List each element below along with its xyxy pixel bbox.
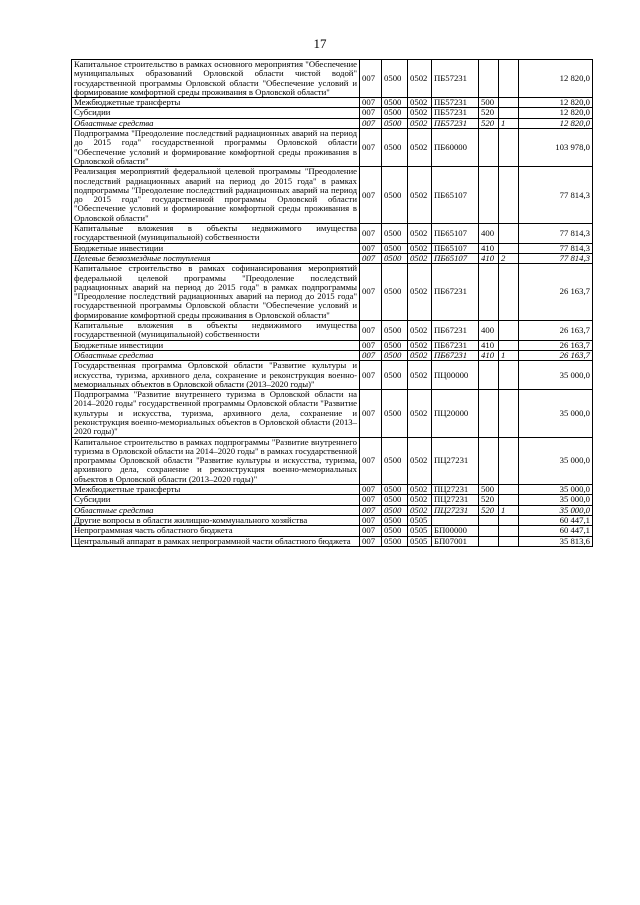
row-amount-cell: 77 814,3 <box>519 253 593 263</box>
row-target-article-cell: ПБ57231 <box>432 60 479 98</box>
row-section-cell: 0500 <box>382 167 408 224</box>
row-source-cell: 1 <box>499 505 519 515</box>
row-target-article-cell: ПЦ27231 <box>432 485 479 495</box>
row-target-article-cell: ПБ67231 <box>432 350 479 360</box>
row-amount-cell: 35 000,0 <box>519 495 593 505</box>
row-grbs-cell: 007 <box>360 321 382 341</box>
row-amount-cell: 35 000,0 <box>519 485 593 495</box>
row-source-cell <box>499 515 519 525</box>
row-amount-cell: 77 814,3 <box>519 224 593 244</box>
table-row <box>72 224 593 244</box>
row-source-cell: 1 <box>499 350 519 360</box>
row-grbs-cell: 007 <box>360 98 382 108</box>
row-expense-type-cell <box>479 264 499 321</box>
row-grbs-cell: 007 <box>360 253 382 263</box>
row-source-cell <box>499 390 519 437</box>
row-section-cell: 0500 <box>382 361 408 390</box>
row-amount-cell: 35 000,0 <box>519 390 593 437</box>
row-name-cell: Капитальное строительство в рамках софинансирования мероприятий федеральной целевой программы "Преодоление последствий радиационных аварий на период до 2015 года" в рамках подпрограммы "Преодоление последствий радиационных аварий на период до 2015 года" государственной программы Орловской области "Обеспечение условий и формирование комфортной среды проживания в Орловской области" <box>72 264 360 321</box>
row-subsection-cell: 0502 <box>408 129 432 167</box>
row-name-cell: Межбюджетные трансферты <box>72 485 360 495</box>
row-section-cell: 0500 <box>382 526 408 536</box>
row-subsection-cell: 0502 <box>408 98 432 108</box>
row-subsection-cell: 0502 <box>408 167 432 224</box>
row-amount-cell: 35 000,0 <box>519 505 593 515</box>
row-grbs-cell: 007 <box>360 515 382 525</box>
row-subsection-cell: 0502 <box>408 390 432 437</box>
row-grbs-cell: 007 <box>360 243 382 253</box>
row-subsection-cell: 0502 <box>408 350 432 360</box>
row-name-cell: Подпрограмма "Развитие внутреннего туризма в Орловской области на 2014–2020 годы" государственной программы Орловской области "Развитие культуры и искусства, туризма, архивного дела, сохранение и реконструкция военно-мемориальных объектов в Орловской области (2013–2020 годы)" <box>72 390 360 437</box>
row-expense-type-cell <box>479 437 499 484</box>
row-amount-cell: 26 163,7 <box>519 321 593 341</box>
row-name-cell: Бюджетные инвестиции <box>72 340 360 350</box>
row-subsection-cell: 0502 <box>408 108 432 118</box>
page-number: 17 <box>313 36 327 51</box>
table-row <box>72 526 593 536</box>
row-section-cell: 0500 <box>382 60 408 98</box>
row-target-article-cell: ПЦ27231 <box>432 505 479 515</box>
row-name-cell: Непрограммная часть областного бюджета <box>72 526 360 536</box>
row-expense-type-cell <box>479 526 499 536</box>
row-subsection-cell: 0502 <box>408 495 432 505</box>
row-name-cell: Областные средства <box>72 118 360 128</box>
row-section-cell: 0500 <box>382 340 408 350</box>
row-section-cell: 0500 <box>382 437 408 484</box>
row-subsection-cell: 0505 <box>408 515 432 525</box>
row-section-cell: 0500 <box>382 224 408 244</box>
row-source-cell <box>499 264 519 321</box>
table-row <box>72 253 593 263</box>
row-source-cell <box>499 243 519 253</box>
row-section-cell: 0500 <box>382 350 408 360</box>
row-section-cell: 0500 <box>382 495 408 505</box>
row-target-article-cell: ПБ65107 <box>432 167 479 224</box>
row-subsection-cell: 0505 <box>408 536 432 546</box>
row-source-cell: 2 <box>499 253 519 263</box>
row-grbs-cell: 007 <box>360 390 382 437</box>
row-grbs-cell: 007 <box>360 129 382 167</box>
row-subsection-cell: 0502 <box>408 264 432 321</box>
row-amount-cell: 26 163,7 <box>519 350 593 360</box>
row-section-cell: 0500 <box>382 253 408 263</box>
row-grbs-cell: 007 <box>360 485 382 495</box>
row-expense-type-cell <box>479 361 499 390</box>
row-section-cell: 0500 <box>382 505 408 515</box>
row-amount-cell: 12 820,0 <box>519 98 593 108</box>
row-grbs-cell: 007 <box>360 340 382 350</box>
row-section-cell: 0500 <box>382 108 408 118</box>
row-name-cell: Целевые безвозмездные поступления <box>72 253 360 263</box>
row-expense-type-cell: 400 <box>479 321 499 341</box>
table-row <box>72 340 593 350</box>
row-subsection-cell: 0502 <box>408 340 432 350</box>
row-amount-cell: 26 163,7 <box>519 264 593 321</box>
row-target-article-cell: ПБ57231 <box>432 98 479 108</box>
row-expense-type-cell <box>479 515 499 525</box>
row-grbs-cell: 007 <box>360 108 382 118</box>
row-expense-type-cell: 520 <box>479 495 499 505</box>
row-target-article-cell: ПБ67231 <box>432 340 479 350</box>
row-name-cell: Областные средства <box>72 505 360 515</box>
row-name-cell: Бюджетные инвестиции <box>72 243 360 253</box>
row-target-article-cell: ПБ65107 <box>432 224 479 244</box>
table-row <box>72 98 593 108</box>
row-expense-type-cell: 410 <box>479 243 499 253</box>
table-row <box>72 361 593 390</box>
row-amount-cell: 77 814,3 <box>519 167 593 224</box>
row-grbs-cell: 007 <box>360 526 382 536</box>
row-target-article-cell: ПЦ27231 <box>432 495 479 505</box>
row-expense-type-cell: 400 <box>479 224 499 244</box>
row-subsection-cell: 0502 <box>408 253 432 263</box>
row-expense-type-cell: 410 <box>479 350 499 360</box>
row-name-cell: Другие вопросы в области жилищно-коммунального хозяйства <box>72 515 360 525</box>
row-target-article-cell: ПБ60000 <box>432 129 479 167</box>
row-amount-cell: 103 978,0 <box>519 129 593 167</box>
row-source-cell <box>499 224 519 244</box>
table-row <box>72 118 593 128</box>
row-name-cell: Капитальное строительство в рамках подпрограммы "Развитие внутреннего туризма в Орловской области на 2014–2020 годы" в рамках государственной программы Орловской области "Развитие культуры и искусства, туризма, архивного дела, сохранение и реконструкция военно-мемориальных объектов в Орловской области (2013–2020 годы)" <box>72 437 360 484</box>
row-subsection-cell: 0502 <box>408 118 432 128</box>
row-section-cell: 0500 <box>382 390 408 437</box>
row-source-cell <box>499 60 519 98</box>
row-section-cell: 0500 <box>382 98 408 108</box>
table-row <box>72 60 593 98</box>
row-source-cell: 1 <box>499 118 519 128</box>
table-row <box>72 167 593 224</box>
row-subsection-cell: 0502 <box>408 361 432 390</box>
row-name-cell: Капитальные вложения в объекты недвижимого имущества государственной (муниципальной) собственности <box>72 321 360 341</box>
row-expense-type-cell: 520 <box>479 118 499 128</box>
row-grbs-cell: 007 <box>360 350 382 360</box>
row-name-cell: Субсидии <box>72 108 360 118</box>
table-row <box>72 129 593 167</box>
row-amount-cell: 12 820,0 <box>519 118 593 128</box>
row-section-cell: 0500 <box>382 485 408 495</box>
row-amount-cell: 35 000,0 <box>519 361 593 390</box>
row-target-article-cell: ПБ57231 <box>432 108 479 118</box>
row-section-cell: 0500 <box>382 118 408 128</box>
row-section-cell: 0500 <box>382 129 408 167</box>
row-grbs-cell: 007 <box>360 495 382 505</box>
row-target-article-cell: ПЦ00000 <box>432 361 479 390</box>
row-amount-cell: 77 814,3 <box>519 243 593 253</box>
row-source-cell <box>499 340 519 350</box>
row-grbs-cell: 007 <box>360 505 382 515</box>
row-amount-cell: 12 820,0 <box>519 108 593 118</box>
row-expense-type-cell: 520 <box>479 505 499 515</box>
row-subsection-cell: 0502 <box>408 321 432 341</box>
row-expense-type-cell <box>479 129 499 167</box>
row-source-cell <box>499 437 519 484</box>
row-grbs-cell: 007 <box>360 264 382 321</box>
row-target-article-cell: ПБ65107 <box>432 253 479 263</box>
table-row <box>72 350 593 360</box>
row-source-cell <box>499 361 519 390</box>
row-subsection-cell: 0502 <box>408 224 432 244</box>
table-row <box>72 321 593 341</box>
row-target-article-cell: БП07001 <box>432 536 479 546</box>
row-name-cell: Подпрограмма "Преодоление последствий радиационных аварий на период до 2015 года" государственной программы Орловской области "Обеспечение условий и формирование комфортной среды проживания в Орловской области" <box>72 129 360 167</box>
row-expense-type-cell: 410 <box>479 253 499 263</box>
table-row <box>72 536 593 546</box>
table-row <box>72 485 593 495</box>
row-grbs-cell: 007 <box>360 536 382 546</box>
row-section-cell: 0500 <box>382 515 408 525</box>
row-source-cell <box>499 108 519 118</box>
row-grbs-cell: 007 <box>360 60 382 98</box>
row-source-cell <box>499 536 519 546</box>
row-expense-type-cell <box>479 536 499 546</box>
row-section-cell: 0500 <box>382 264 408 321</box>
row-name-cell: Областные средства <box>72 350 360 360</box>
row-amount-cell: 35 000,0 <box>519 437 593 484</box>
row-target-article-cell: ПБ57231 <box>432 118 479 128</box>
table-row <box>72 437 593 484</box>
row-target-article-cell: ПЦ20000 <box>432 390 479 437</box>
row-expense-type-cell <box>479 390 499 437</box>
row-target-article-cell: ПЦ27231 <box>432 437 479 484</box>
row-amount-cell: 26 163,7 <box>519 340 593 350</box>
row-name-cell: Государственная программа Орловской области "Развитие культуры и искусства, туризма, архивного дела, сохранение и реконструкция военно-мемориальных объектов в Орловской области (2013–2020 годы)" <box>72 361 360 390</box>
row-name-cell: Капитальное строительство в рамках основного мероприятия "Обеспечение муниципальных образований Орловской области чистой водой" государственной программы Орловской области "Обеспечение условий и формирование комфортной среды проживания в Орловской области" <box>72 60 360 98</box>
row-expense-type-cell: 410 <box>479 340 499 350</box>
row-target-article-cell: ПБ67231 <box>432 321 479 341</box>
row-subsection-cell: 0502 <box>408 505 432 515</box>
row-expense-type-cell: 520 <box>479 108 499 118</box>
row-target-article-cell <box>432 515 479 525</box>
row-subsection-cell: 0505 <box>408 526 432 536</box>
row-expense-type-cell: 500 <box>479 98 499 108</box>
row-amount-cell: 60 447,1 <box>519 515 593 525</box>
row-target-article-cell: БП00000 <box>432 526 479 536</box>
table-row <box>72 108 593 118</box>
row-grbs-cell: 007 <box>360 437 382 484</box>
row-section-cell: 0500 <box>382 243 408 253</box>
row-grbs-cell: 007 <box>360 118 382 128</box>
row-source-cell <box>499 129 519 167</box>
table-row <box>72 495 593 505</box>
row-source-cell <box>499 495 519 505</box>
row-section-cell: 0500 <box>382 321 408 341</box>
row-source-cell <box>499 167 519 224</box>
row-amount-cell: 12 820,0 <box>519 60 593 98</box>
row-amount-cell: 60 447,1 <box>519 526 593 536</box>
row-expense-type-cell <box>479 167 499 224</box>
row-expense-type-cell <box>479 60 499 98</box>
row-grbs-cell: 007 <box>360 224 382 244</box>
row-subsection-cell: 0502 <box>408 485 432 495</box>
row-subsection-cell: 0502 <box>408 243 432 253</box>
table-row <box>72 243 593 253</box>
row-grbs-cell: 007 <box>360 167 382 224</box>
row-section-cell: 0500 <box>382 536 408 546</box>
row-name-cell: Реализация мероприятий федеральной целевой программы "Преодоление последствий радиационных аварий на период до 2015 года" в рамках подпрограммы "Преодоление последствий радиационных аварий на период до 2015 года" государственной программы Орловской области "Обеспечение условий и формирование комфортной среды проживания в Орловской области" <box>72 167 360 224</box>
row-source-cell <box>499 485 519 495</box>
table-row <box>72 264 593 321</box>
row-source-cell <box>499 321 519 341</box>
row-target-article-cell: ПБ65107 <box>432 243 479 253</box>
row-source-cell <box>499 98 519 108</box>
row-expense-type-cell: 500 <box>479 485 499 495</box>
budget-table <box>71 59 593 547</box>
row-target-article-cell: ПБ67231 <box>432 264 479 321</box>
row-name-cell: Субсидии <box>72 495 360 505</box>
row-name-cell: Капитальные вложения в объекты недвижимого имущества государственной (муниципальной) собственности <box>72 224 360 244</box>
row-source-cell <box>499 526 519 536</box>
row-subsection-cell: 0502 <box>408 437 432 484</box>
row-name-cell: Центральный аппарат в рамках непрограммной части областного бюджета <box>72 536 360 546</box>
table-row <box>72 515 593 525</box>
table-row <box>72 505 593 515</box>
row-grbs-cell: 007 <box>360 361 382 390</box>
row-subsection-cell: 0502 <box>408 60 432 98</box>
row-name-cell: Межбюджетные трансферты <box>72 98 360 108</box>
table-row <box>72 390 593 437</box>
row-amount-cell: 35 813,6 <box>519 536 593 546</box>
